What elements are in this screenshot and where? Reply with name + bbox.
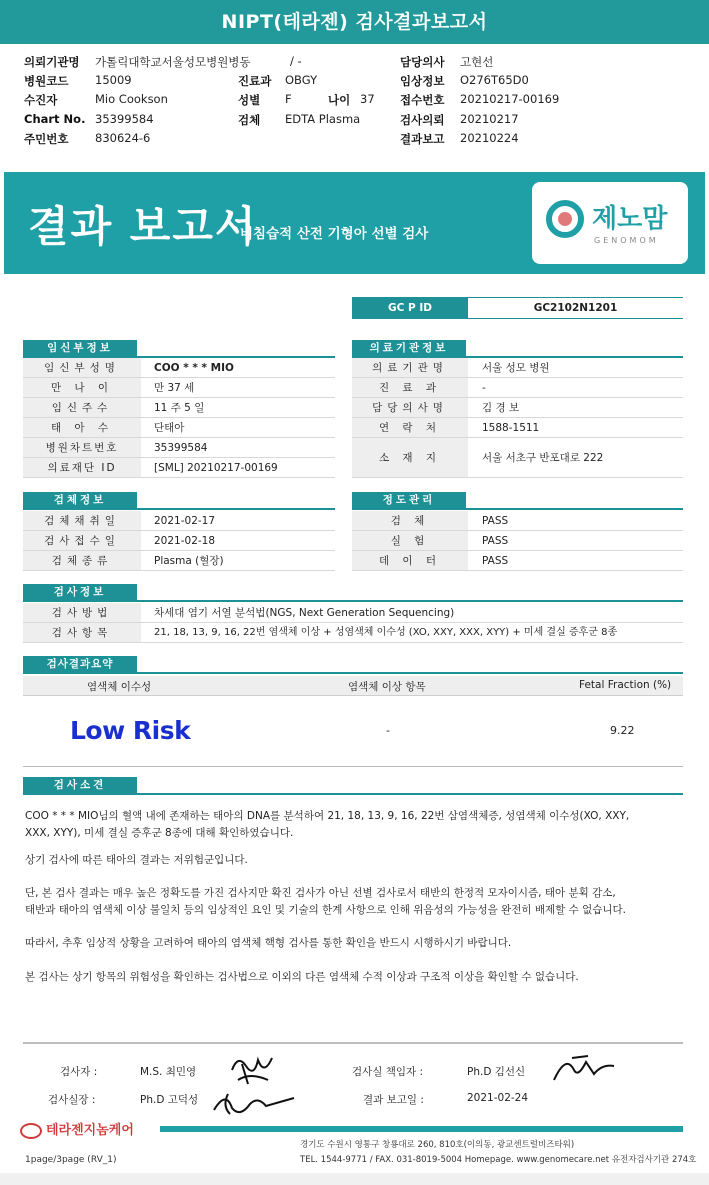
- request-value: 20210217: [460, 112, 519, 126]
- request-label: 검사의뢰: [400, 113, 445, 127]
- findings-line: COO * * * MIO님의 혈액 내에 존재하는 태아의 DNA를 분석하여 21, 18, 13, 9, 16, 22번 삼염색체증, 성염색체 이수성(XO, XXY,: [25, 810, 630, 822]
- banner-subtitle: 비침습적 산전 기형아 선별 검사: [240, 226, 429, 242]
- qc-heading: 정도관리: [352, 492, 466, 509]
- rrn-value: 830624-6: [95, 131, 151, 145]
- sex-value: F: [285, 92, 292, 106]
- row-label: 검사접수일: [23, 531, 141, 550]
- patient-info-heading: 임신부정보: [23, 340, 137, 357]
- lab-chief-label: 검사실장 :: [48, 1094, 96, 1106]
- test-info-rule: [23, 600, 683, 602]
- abnormal-items-value: -: [386, 724, 390, 737]
- row-label: 검사항목: [23, 623, 141, 642]
- logo-subtext: GENOMOM: [594, 236, 659, 245]
- doctor-label: 담당의사: [400, 55, 445, 69]
- age-value: 37: [360, 92, 375, 106]
- tester-value: M.S. 최민영: [140, 1066, 197, 1078]
- row-value: 21, 18, 13, 9, 16, 22번 염색체 이상 + 성염색체 이수성 (XO, XXY, XXX, XYY) + 미세 결실 증후군 8종: [154, 627, 618, 638]
- patient-value: Mio Cookson: [95, 92, 168, 106]
- chart-value: 35399584: [95, 112, 154, 126]
- row-value: 2021-02-17: [154, 515, 216, 527]
- row-value: 35399584: [154, 442, 208, 454]
- genomom-logo: [532, 182, 688, 264]
- table-row: [23, 623, 683, 643]
- row-value: PASS: [482, 555, 509, 567]
- patient-label: 수진자: [24, 93, 58, 107]
- specimen-info-heading: 검체정보: [23, 492, 137, 509]
- row-label: 태 아 수: [23, 418, 141, 437]
- column-header: 염색체 이상 항목: [348, 681, 426, 693]
- findings-heading: 검사소견: [23, 777, 137, 794]
- table-row: [23, 511, 335, 531]
- lab-head-label: 검사실 책임자 :: [352, 1066, 424, 1078]
- institution-value: 가톨릭대학교서울성모병원병동: [95, 55, 251, 69]
- table-row: [23, 418, 335, 438]
- footer-address: 경기도 수원시 영통구 창룡대로 260, 810호(이의동, 광교센트럴비즈타워): [300, 1140, 575, 1150]
- footer-contact: TEL. 1544-9771 / FAX. 031-8019-5004 Homepage. www.genomecare.net 유전자검사기관 274호: [300, 1155, 697, 1165]
- banner-title: 결과 보고서: [28, 202, 258, 251]
- report-date-label: 결과 보고일 :: [363, 1094, 424, 1106]
- table-row: [352, 418, 683, 438]
- row-label: 진 료 과: [352, 378, 468, 397]
- summary-heading: 검사결과요약: [23, 656, 137, 673]
- table-row: [23, 551, 335, 571]
- summary-rule: [23, 672, 683, 674]
- row-label: 연 락 처: [352, 418, 468, 437]
- report-title: NIPT(테라젠) 검사결과보고서: [0, 0, 709, 44]
- footer-bar: [160, 1126, 683, 1132]
- findings-paragraph-3: [25, 885, 685, 919]
- lab-head-signature-icon: [548, 1050, 618, 1086]
- report-date-value: 2021-02-24: [467, 1092, 529, 1104]
- row-label: 검 체: [352, 511, 468, 530]
- table-row: [23, 398, 335, 418]
- lab-chief-value: Ph.D 고덕성: [140, 1094, 199, 1106]
- table-row: [352, 511, 683, 531]
- column-header: Fetal Fraction (%): [579, 679, 672, 691]
- row-label: 실 험: [352, 531, 468, 550]
- logo-baby-icon: [558, 212, 572, 226]
- table-row: [352, 358, 683, 378]
- logo-text: 제노맘: [592, 204, 668, 234]
- dept-label: 진료과: [238, 74, 272, 88]
- findings-paragraph-4: 따라서, 추후 임상적 상황을 고려하여 태아의 염색체 핵형 검사를 통한 확인을 반드시 시행하시기 바랍니다.: [25, 937, 512, 949]
- doctor-value: 고현선: [460, 55, 494, 69]
- row-value: Plasma (혈장): [154, 555, 224, 567]
- dept-value: OBGY: [285, 73, 318, 87]
- specimen-info-rule: [23, 508, 335, 510]
- findings-line: 태반과 태아의 염색체 이상 불일치 등의 임상적인 요인 및 기술의 한계 사항으로 인해 위음성의 가능성을 완전히 배제할 수 없습니다.: [25, 904, 626, 916]
- report-label: 결과보고: [400, 132, 445, 146]
- row-value: 차세대 염기 서열 분석법(NGS, Next Generation Sequencing): [154, 607, 455, 619]
- row-label: 병원차트번호: [23, 438, 141, 457]
- chart-label: Chart No.: [24, 112, 86, 126]
- report-banner: [4, 172, 705, 274]
- tester-signature-icon: [228, 1050, 278, 1088]
- row-label: 검사방법: [23, 603, 141, 622]
- request-meta: [0, 46, 709, 156]
- row-value: 김 경 보: [482, 402, 520, 414]
- table-row: [352, 398, 683, 418]
- findings-paragraph-5: 본 검사는 상기 항목의 위험성을 확인하는 검사법으로 이외의 다른 염색체 수적 이상과 구조적 이상을 확인할 수 없습니다.: [25, 971, 579, 983]
- table-row: [23, 458, 335, 478]
- row-label: 의료기관명: [352, 358, 468, 377]
- table-row: [352, 438, 683, 478]
- hospital-code-label: 병원코드: [24, 74, 69, 88]
- row-label: 만 나 이: [23, 378, 141, 397]
- gcp-id-value: GC2102N1201: [468, 297, 683, 319]
- lab-head-value: Ph.D 김선신: [467, 1066, 526, 1078]
- summary-bottom-rule: [23, 766, 683, 767]
- row-value: 1588-1511: [482, 422, 540, 434]
- findings-paragraph-1: [25, 808, 685, 842]
- row-value: 단태아: [154, 422, 185, 434]
- row-value: COO * * * MIO: [154, 362, 234, 374]
- fetal-fraction-value: 9.22: [610, 724, 635, 737]
- sex-label: 성별: [238, 93, 261, 107]
- summary-table-header: [23, 676, 683, 696]
- age-label: 나이: [328, 93, 351, 107]
- row-value: 만 37 세: [154, 382, 195, 394]
- bottom-strip: [0, 1173, 709, 1185]
- clinical-info-label: 임상정보: [400, 74, 445, 88]
- specimen-label: 검체: [238, 113, 261, 127]
- institution-info-heading: 의료기관정보: [352, 340, 466, 357]
- row-value: -: [482, 382, 486, 394]
- table-row: [23, 378, 335, 398]
- rrn-label: 주민번호: [24, 132, 69, 146]
- clinical-info-value: O276T65D0: [460, 73, 529, 87]
- row-value: [SML] 20210217-00169: [154, 462, 278, 474]
- company-name: 테라젠지놈케어: [46, 1123, 134, 1138]
- row-label: 담당의사명: [352, 398, 468, 417]
- row-label: 검체채취일: [23, 511, 141, 530]
- company-logo-icon: [20, 1123, 42, 1139]
- lab-chief-signature-icon: [210, 1084, 300, 1120]
- findings-rule: [23, 793, 683, 795]
- table-row: [23, 438, 335, 458]
- gcp-id-label: GC P ID: [352, 297, 468, 319]
- row-label: 임신주수: [23, 398, 141, 417]
- findings-line: 단, 본 검사 결과는 매우 높은 정확도를 가진 검사지만 확진 검사가 아닌 선별 검사로서 태반의 한정적 모자이시즘, 태아 분획 감소,: [25, 887, 616, 899]
- row-label: 의료재단 ID: [23, 458, 141, 477]
- row-value: PASS: [482, 535, 509, 547]
- findings-line: XXX, XYY), 미세 결실 증후군 8종에 대해 확인하였습니다.: [25, 827, 294, 839]
- qc-rule: [352, 508, 683, 510]
- row-label: 소 재 지: [352, 438, 468, 477]
- row-value: PASS: [482, 515, 509, 527]
- institution-label: 의뢰기관명: [24, 55, 80, 69]
- company-logo: [20, 1119, 134, 1139]
- row-value: 11 주 5 일: [154, 402, 205, 414]
- row-value: 서울 서초구 반포대로 222: [482, 452, 604, 464]
- row-value: 2021-02-18: [154, 535, 216, 547]
- ward-slash: / -: [290, 54, 302, 68]
- table-row: [352, 551, 683, 571]
- specimen-value: EDTA Plasma: [285, 112, 361, 126]
- row-label: 임신부성명: [23, 358, 141, 377]
- table-row: [23, 603, 683, 623]
- table-row: [352, 531, 683, 551]
- receipt-no-label: 접수번호: [400, 93, 445, 107]
- column-header: 염색체 이수성: [87, 681, 152, 693]
- risk-result: Low Risk: [70, 716, 191, 745]
- hospital-code-value: 15009: [95, 73, 132, 87]
- receipt-no-value: 20210217-00169: [460, 92, 560, 106]
- row-label: 데 이 터: [352, 551, 468, 570]
- row-label: 검체종류: [23, 551, 141, 570]
- table-row: [23, 358, 335, 378]
- row-value: 서울 성모 병원: [482, 362, 550, 374]
- signature-rule: [23, 1042, 683, 1044]
- report-value: 20210224: [460, 131, 519, 145]
- test-info-heading: 검사정보: [23, 584, 137, 601]
- findings-paragraph-2: 상기 검사에 따른 태아의 결과는 저위험군입니다.: [25, 854, 248, 866]
- table-row: [23, 531, 335, 551]
- tester-label: 검사자 :: [60, 1066, 98, 1078]
- table-row: [352, 378, 683, 398]
- page-number: 1page/3page (RV_1): [25, 1155, 117, 1165]
